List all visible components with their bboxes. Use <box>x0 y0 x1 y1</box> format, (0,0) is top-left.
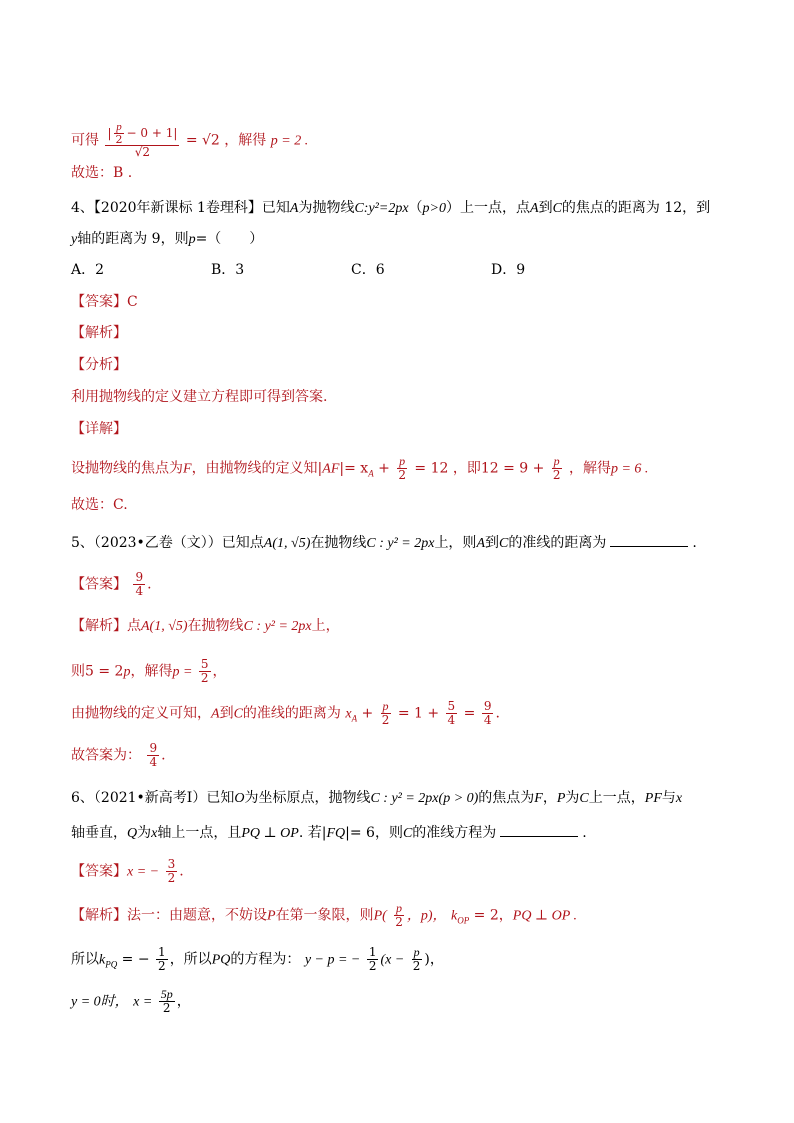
text: 与 <box>661 790 676 806</box>
frac-num: p <box>399 454 406 468</box>
question-4-line-1 <box>71 198 710 219</box>
text: C <box>552 201 562 216</box>
frac-den: 2 <box>368 959 377 973</box>
text: 所以 <box>71 951 99 968</box>
text: ， <box>542 790 557 806</box>
text: C <box>402 826 413 841</box>
frac-den: 2 <box>552 468 561 482</box>
text: y <box>71 232 78 247</box>
frac-num: 9 <box>149 741 158 755</box>
fraction <box>380 700 392 727</box>
text: k <box>99 952 106 968</box>
text: . 若| <box>298 825 327 841</box>
text: x = <box>133 994 153 1010</box>
text: C <box>499 536 509 551</box>
text: C : y² = 2px <box>366 536 435 551</box>
text: A <box>530 201 539 216</box>
frac-den: 2 <box>158 959 166 973</box>
text: x <box>675 791 683 806</box>
text: |= 6，则 <box>345 825 403 841</box>
text: 上， <box>311 618 340 634</box>
text: = 2， <box>473 907 513 924</box>
text: 的准线的距离为 <box>242 705 341 722</box>
text: PQ ⊥ OP <box>241 826 299 841</box>
text: 到 <box>538 200 553 216</box>
text: C : y² = 2px <box>243 619 312 634</box>
frac-den: 2 <box>412 959 421 973</box>
detail-text-4 <box>71 455 648 483</box>
text: ，解得 <box>130 663 173 680</box>
text: x <box>345 706 352 722</box>
text: y = 0时， <box>71 994 129 1010</box>
text: 为 <box>137 825 152 841</box>
analysis-6-line-3 <box>71 988 191 1015</box>
text: + <box>378 460 390 477</box>
text: p = 2 . <box>270 133 309 149</box>
frac-den: 2 <box>398 468 406 482</box>
text: 为坐标原点，抛物线 <box>244 790 371 806</box>
subscript: OP <box>457 915 470 926</box>
text: 轴垂直， <box>71 825 127 841</box>
text: C <box>579 791 589 806</box>
answer-6 <box>71 858 184 885</box>
text: =（ ） <box>195 231 264 247</box>
text: 的准线方程为 <box>412 825 497 841</box>
text: 由抛物线的定义可知， <box>71 705 211 722</box>
fraction: | $\frac{p}{2}$ − 0 + 1| √2 <box>107 121 178 159</box>
text: Q <box>127 826 138 841</box>
analysis-5-line-4 <box>71 742 166 769</box>
text: 的焦点为 <box>478 790 535 806</box>
text: 到 <box>219 705 234 722</box>
text: = − <box>121 951 150 968</box>
fraction <box>199 658 211 685</box>
text: 【解析】 <box>71 907 127 924</box>
frac-den: 4 <box>149 755 158 769</box>
text: ， <box>212 663 227 680</box>
text: 上一点， <box>588 790 645 806</box>
fraction <box>367 946 379 973</box>
text: 在抛物线 <box>187 618 244 634</box>
text: 故答案为： <box>71 747 141 764</box>
text: 【答案】 <box>71 863 127 880</box>
frac-num: 1 <box>368 945 377 959</box>
text: + <box>361 705 374 722</box>
text: 上，则 <box>434 535 477 551</box>
text: . <box>161 747 166 764</box>
text: ）上一点，点 <box>446 200 530 216</box>
text: k <box>451 908 458 924</box>
text: A <box>476 536 485 551</box>
text: ，p)， <box>406 908 447 924</box>
text: A <box>211 706 220 722</box>
text: 在抛物线 <box>310 535 367 551</box>
choice-line-4: 故选：C. <box>71 497 128 513</box>
text: y − p = − <box>304 952 361 968</box>
text: p <box>123 664 131 680</box>
frac-num: 5 <box>200 657 209 671</box>
frac-den: 2 <box>162 1001 171 1015</box>
text: ，由抛物线的定义知| <box>191 460 323 477</box>
text: . <box>582 825 587 841</box>
text: C:y²=2px <box>354 201 409 216</box>
text: O <box>234 791 245 806</box>
frac-den: 4 <box>483 713 492 727</box>
text: 的方程为： <box>230 951 301 968</box>
text: 为 <box>565 790 580 806</box>
text: p = <box>172 664 193 680</box>
text: . <box>692 535 697 551</box>
text: . <box>495 705 500 722</box>
fraction <box>156 946 168 973</box>
fraction <box>159 988 175 1015</box>
text: p = 6 . <box>610 461 649 477</box>
frac-num: p <box>116 121 122 133</box>
subscript: PQ <box>105 959 118 970</box>
option-a: A．2 <box>71 262 105 278</box>
text: ，所以 <box>169 951 212 968</box>
frac-den: √2 <box>134 145 151 159</box>
frac-num: p <box>396 901 403 915</box>
frac-num: 9 <box>135 570 144 584</box>
analysis-text-4: 利用抛物线的定义建立方程即可得到答案. <box>71 389 328 405</box>
frac-den: 2 <box>200 671 209 685</box>
text: PQ <box>211 952 231 968</box>
text: F <box>183 461 192 477</box>
text: P <box>556 791 566 806</box>
text: F <box>534 791 543 806</box>
text: = 1 + <box>397 705 440 722</box>
text: 可得 <box>71 132 99 149</box>
frac-den: 2 <box>395 915 403 929</box>
answer-5 <box>71 571 152 598</box>
fraction <box>446 700 458 727</box>
text: C : y² = 2px(p > 0) <box>370 791 479 806</box>
text: 5、（2023•乙卷（文））已知点 <box>71 535 264 551</box>
option-c: C．6 <box>351 262 385 278</box>
frac-den: 4 <box>135 584 144 598</box>
fraction <box>551 455 563 482</box>
analysis-label-4: 【解析】 <box>71 325 127 341</box>
text: |= x <box>339 460 369 477</box>
text: 法一：由题意，不妨设 <box>127 907 267 924</box>
analysis-6-line-1 <box>71 902 577 930</box>
text: 4、【2020年新课标 1卷理科】已知 <box>71 200 290 216</box>
text: FQ <box>326 826 346 841</box>
text: 则5 = 2 <box>71 663 124 680</box>
option-d: D．9 <box>491 262 526 278</box>
frac-num: p <box>553 454 560 468</box>
answer-4: 【答案】C <box>71 294 138 310</box>
choice-line: 故选：B . <box>71 165 133 181</box>
text: p <box>188 232 196 247</box>
answer-blank <box>500 822 578 837</box>
text: 点 <box>127 618 141 634</box>
frac-num: p <box>413 945 420 959</box>
solution-line-result <box>71 122 308 159</box>
text: AF <box>322 461 340 477</box>
detail-label-4: 【详解】 <box>71 421 127 437</box>
text: ，解得 <box>568 460 611 477</box>
text: C <box>233 706 243 722</box>
text: 轴上一点，且 <box>157 825 242 841</box>
text: ， <box>176 993 191 1010</box>
text: . <box>147 576 152 593</box>
fraction <box>147 742 159 769</box>
text: )， <box>424 951 444 968</box>
text: A(1, √5) <box>141 619 188 634</box>
text: A <box>289 201 299 216</box>
subscript: A <box>351 713 358 724</box>
text: 的准线的距离为 <box>508 535 607 551</box>
fraction <box>396 455 408 482</box>
text: = <box>463 705 476 722</box>
question-4-options <box>71 260 631 280</box>
fraction <box>393 902 405 929</box>
question-6-line-2 <box>71 822 587 844</box>
frac-num: 1 <box>158 945 166 959</box>
analysis-sub-label-4: 【分析】 <box>71 357 127 373</box>
text: p>0 <box>422 201 446 216</box>
fraction <box>133 571 145 598</box>
analysis-5-line-3 <box>71 700 500 728</box>
frac-num: 9 <box>483 699 492 713</box>
text: PF <box>644 791 662 806</box>
question-5 <box>71 532 697 554</box>
answer-blank <box>610 532 688 547</box>
text: PQ ⊥ OP . <box>512 908 578 924</box>
frac-num: 5p <box>160 987 173 1001</box>
analysis-6-line-2 <box>71 946 444 974</box>
analysis-5-line-2 <box>71 658 227 685</box>
text: x <box>151 826 158 841</box>
text: （ <box>408 200 423 216</box>
text: = √2 ，解得 <box>185 132 267 149</box>
text: 【解析】 <box>71 618 127 634</box>
frac-den: 2 <box>167 871 176 885</box>
text: 设抛物线的焦点为 <box>71 460 183 477</box>
text: 到 <box>485 535 499 551</box>
text: 【答案】 <box>71 576 127 593</box>
text: 为抛物线 <box>298 200 355 216</box>
text: 轴的距离为 9，则 <box>77 231 189 247</box>
text: = 12 ，即12 = 9 + <box>414 460 545 477</box>
frac-den: 4 <box>447 713 456 727</box>
text: (x − <box>380 952 405 968</box>
question-4-line-2 <box>71 229 263 250</box>
option-b: B．3 <box>211 262 245 278</box>
fraction <box>411 946 423 973</box>
frac-num-rest: − 0 + 1| <box>126 126 178 140</box>
text: 在第一象限，则 <box>275 907 374 924</box>
text: . <box>179 863 184 880</box>
text: 6、（2021•新高考Ⅰ）已知 <box>71 790 235 806</box>
question-6-line-1 <box>71 788 682 809</box>
frac-den: 2 <box>381 713 390 727</box>
subscript: A <box>368 468 374 479</box>
text: 的焦点的距离为 12，到 <box>561 200 711 216</box>
fraction <box>166 858 178 885</box>
text: x = − <box>127 864 160 880</box>
text: P <box>267 908 276 924</box>
text: A(1, √5) <box>263 536 311 551</box>
frac-num: 5 <box>447 699 456 713</box>
analysis-5-line-1 <box>71 616 340 637</box>
text: P( <box>373 908 387 924</box>
frac-num: p <box>382 699 389 713</box>
frac-num: 3 <box>167 857 176 871</box>
fraction <box>482 700 494 727</box>
